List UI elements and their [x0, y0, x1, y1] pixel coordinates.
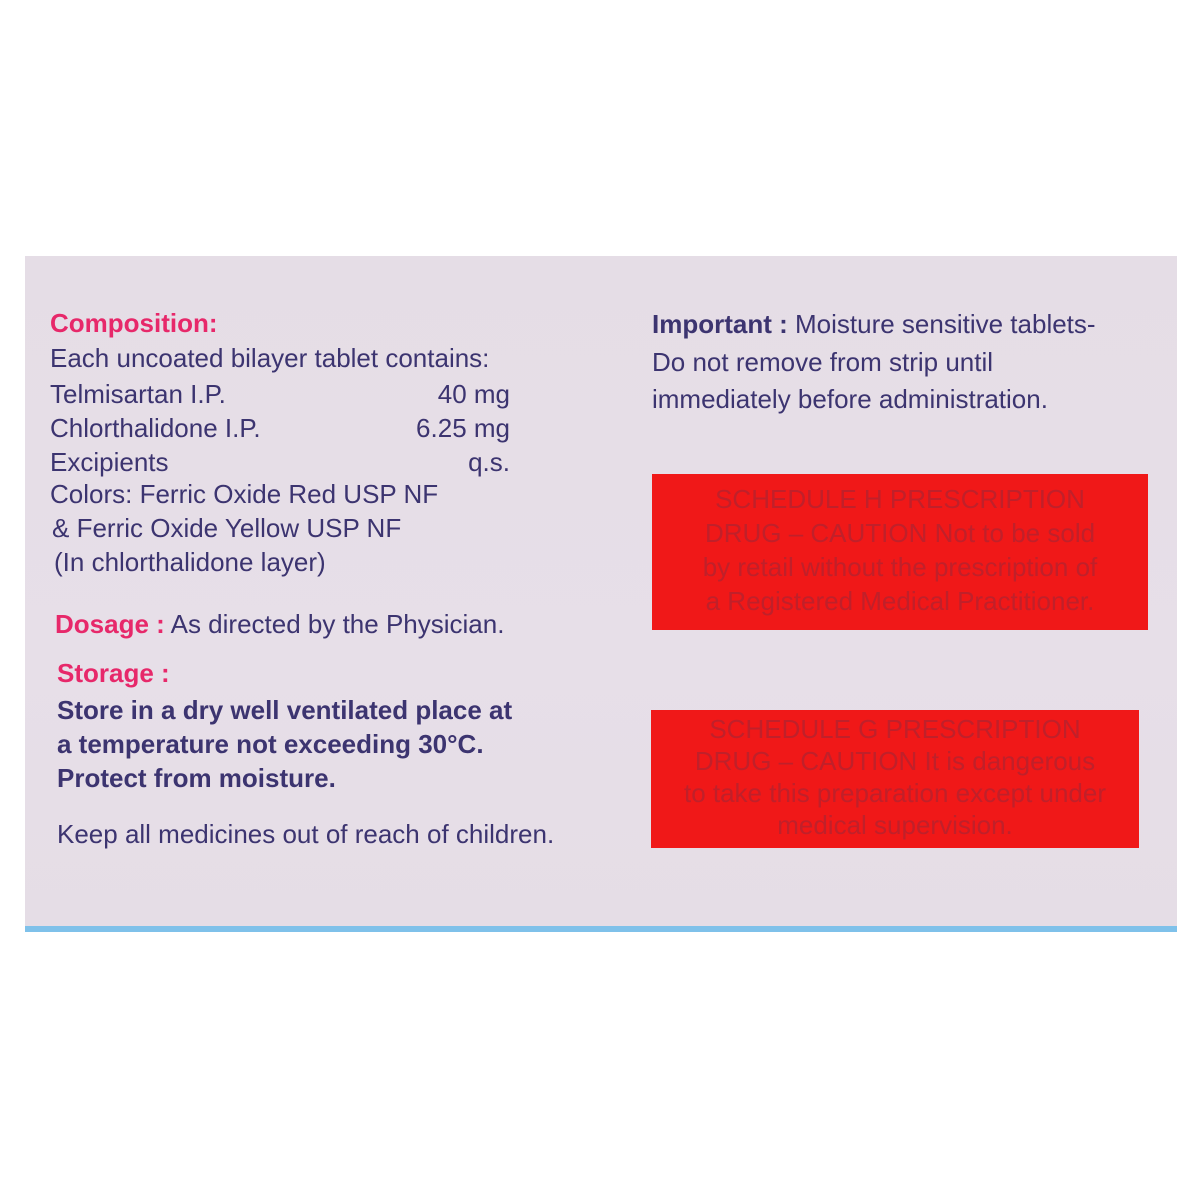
composition-heading: Composition:	[50, 308, 218, 338]
schedule-g-line: DRUG – CAUTION It is dangerous	[694, 746, 1096, 776]
storage-line-2: a temperature not exceeding 30°C.	[57, 729, 484, 759]
dosage-text: As directed by the Physician.	[170, 609, 505, 639]
schedule-h-line: SCHEDULE H PRESCRIPTION	[715, 484, 1085, 514]
composition-intro: Each uncoated bilayer tablet contains:	[50, 343, 490, 373]
storage-line-1: Store in a dry well ventilated place at	[57, 695, 513, 725]
storage-line-3: Protect from moisture.	[57, 763, 336, 793]
schedule-h-line: DRUG – CAUTION Not to be sold	[704, 518, 1096, 548]
ingredient-name: Telmisartan I.P.	[50, 379, 226, 409]
panel-bottom-edge	[25, 926, 1177, 932]
schedule-g-line: medical supervision.	[777, 810, 1013, 840]
keep-away-warning: Keep all medicines out of reach of children.	[57, 819, 555, 849]
ingredient-name: Excipients	[50, 447, 169, 477]
storage-heading: Storage :	[57, 658, 170, 688]
ingredient-amount: 6.25 mg	[416, 413, 510, 443]
colors-line-1: Colors: Ferric Oxide Red USP NF	[50, 479, 439, 509]
schedule-g-warning-box	[651, 710, 1139, 848]
schedule-h-line: a Registered Medical Practitioner.	[705, 586, 1095, 616]
schedule-g-line: SCHEDULE G PRESCRIPTION	[709, 714, 1081, 744]
schedule-h-warning-box	[652, 474, 1148, 630]
important-line-1	[652, 311, 1096, 337]
important-label: Important :	[652, 309, 788, 339]
important-text: Moisture sensitive tablets-	[795, 309, 1096, 339]
ingredient-name: Chlorthalidone I.P.	[50, 413, 261, 443]
important-line-3: immediately before administration.	[652, 384, 1048, 414]
dosage-line	[55, 611, 504, 637]
dosage-label: Dosage :	[55, 609, 165, 639]
colors-line-2: & Ferric Oxide Yellow USP NF	[52, 513, 402, 543]
ingredient-amount: 40 mg	[437, 379, 510, 409]
colors-line-3: (In chlorthalidone layer)	[54, 547, 326, 577]
schedule-h-line: by retail without the prescription of	[702, 552, 1098, 582]
important-line-2: Do not remove from strip until	[652, 347, 994, 377]
schedule-g-line: to take this preparation except under	[683, 778, 1107, 808]
ingredient-amount: q.s.	[468, 447, 510, 477]
